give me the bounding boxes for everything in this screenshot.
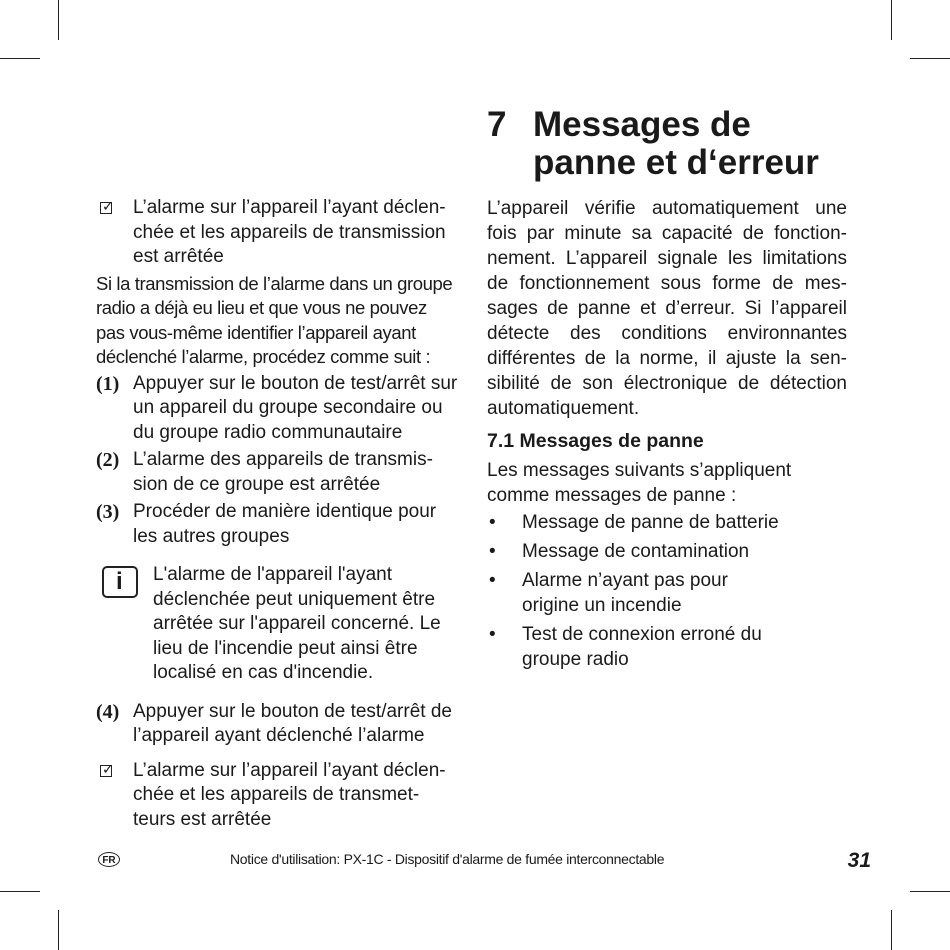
list-item <box>487 568 752 618</box>
right-column <box>487 106 847 676</box>
list-item <box>487 622 762 672</box>
chapter-body: L’appareil vérifie automatiquement une fois par minute sa capacité de fonction-nement. L’appareil signale les limitations de fonctionnement sous forme de mes-sages de panne et d’erreur. Si l’appareil détecte des conditions environnantes différentes de la norme, il ajuste la sen-sibilité de son électronique de détection automatiquement. <box>487 198 847 419</box>
info-note <box>96 563 458 686</box>
step-item <box>96 700 458 749</box>
bullet-icon: • <box>489 541 496 562</box>
crop-mark <box>0 58 40 59</box>
crop-mark <box>910 58 950 59</box>
intro-paragraph: Si la transmission de l’alarme dans un groupe radio a déjà eu lieu et que vous ne pouvez pas vous-même identifier l’appareil ayant déclenché l’alarme, procédez comme suit : <box>96 272 453 367</box>
list-item-text: Message de panne de batterie <box>522 512 779 533</box>
step-item <box>96 500 458 549</box>
step-number: (3) <box>96 501 120 523</box>
step-item <box>96 372 458 446</box>
checked-result-item <box>96 196 458 270</box>
section-heading: 7.1 Messages de panne <box>487 430 704 452</box>
list-item-text: Message de contamination <box>522 541 750 562</box>
crop-mark <box>58 910 59 950</box>
list-item <box>487 539 847 564</box>
bullet-icon: • <box>489 570 496 591</box>
bullet-icon: • <box>489 512 496 533</box>
fault-message-list <box>487 510 847 672</box>
step-number: (1) <box>96 372 120 395</box>
step-text: Appuyer sur le bouton de test/arrêt sur un appareil du groupe secondaire ou du groupe radio communautaire <box>133 372 458 443</box>
step-number: (4) <box>96 700 120 723</box>
chapter-number: 7 <box>487 105 507 144</box>
step-text: Procéder de manière identique pour les autres groupes <box>133 501 437 547</box>
crop-mark <box>0 891 40 892</box>
crop-mark <box>891 910 892 950</box>
step-text: Appuyer sur le bouton de test/arrêt de l’appareil ayant déclenché l’alarme <box>133 700 452 746</box>
check-item-text: L’alarme sur l’appareil l’ayant déclen-chée et les appareils de transmission est arrêtée <box>133 197 446 267</box>
info-icon: i <box>102 566 138 598</box>
checkbox-icon: ✓ <box>102 760 114 777</box>
step-item <box>96 448 458 497</box>
chapter-title: Messages de panne et d‘erreur <box>533 105 819 182</box>
footer-text: Notice d'utilisation: PX-1C - Dispositif d'alarme de fumée interconnectable <box>230 851 665 867</box>
check-item-text: L’alarme sur l’appareil l’ayant déclen-chée et les appareils de transmet-teurs est arrêtée <box>133 759 446 830</box>
left-column <box>96 196 458 834</box>
checkbox-icon: ✓ <box>102 198 114 214</box>
crop-mark <box>58 0 59 40</box>
list-item-text: Alarme n’ayant pas pour origine un incendie <box>522 570 728 616</box>
page-footer <box>98 849 873 875</box>
checked-result-item <box>96 759 458 833</box>
chapter-heading <box>487 106 847 182</box>
language-badge: FR <box>98 852 120 867</box>
list-item <box>487 510 847 535</box>
list-item-text: Test de connexion erroné du groupe radio <box>522 624 762 670</box>
bullet-icon: • <box>489 624 496 645</box>
info-note-text: L'alarme de l'appareil l'ayant déclenchée peut uniquement être arrêtée sur l'appareil concerné. Le lieu de l'incendie peut ainsi être localisé en cas d'incendie. <box>153 564 441 683</box>
crop-mark <box>891 0 892 40</box>
crop-mark <box>910 891 950 892</box>
step-text: L’alarme des appareils de transmis-sion de ce groupe est arrêtée <box>133 449 433 495</box>
section-intro: Les messages suivants s’appliquent comme messages de panne : <box>487 460 792 506</box>
page-number: 31 <box>847 849 871 872</box>
step-number: (2) <box>96 449 120 471</box>
